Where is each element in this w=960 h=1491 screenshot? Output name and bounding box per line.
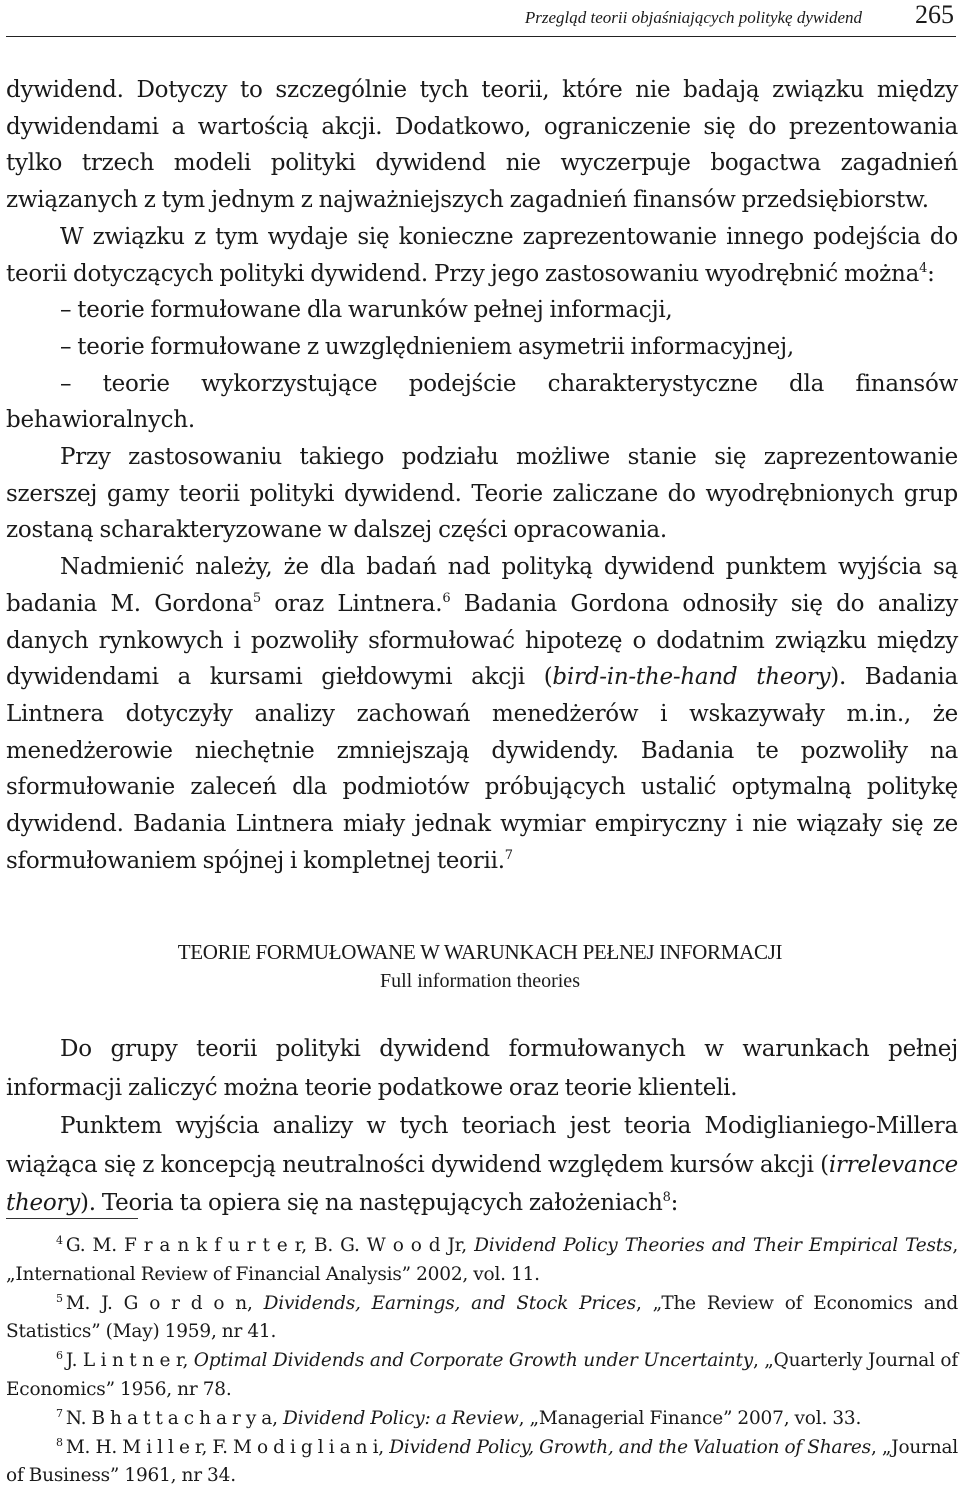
section-body xyxy=(6,1030,958,1223)
footnote-source: , „International Review of Financial Analysis” 2002, vol. 11. xyxy=(6,1235,959,1285)
footnote-number: 7 xyxy=(56,1406,63,1420)
footnote xyxy=(6,1434,958,1491)
footnote-author: M. J. G o r d o n, xyxy=(65,1292,253,1314)
footnote-author: J. L i n t n e r, xyxy=(65,1350,189,1372)
page-number: 265 xyxy=(915,0,954,29)
section-paragraph-2 xyxy=(6,1107,958,1223)
section-paragraph-2-text-b: ). Teoria ta opiera się na następujących założeniach xyxy=(80,1190,663,1217)
footnote-title: Dividend Policy, Growth, and the Valuation of Shares xyxy=(389,1436,871,1458)
paragraph-2-text: W związku z tym wydaje się konieczne zaprezentowanie innego podejścia do teorii dotyczących polityki dywidend. Przy jego zastosowaniu wyodrębnić można xyxy=(6,223,958,287)
footnote xyxy=(6,1232,958,1290)
footnotes xyxy=(6,1232,958,1491)
footnote-author: M. H. M i l l e r, F. M o d i g l i a n i, xyxy=(65,1436,384,1458)
paragraph-4-text-a: Nadmienić należy, że dla badań nad polityką dywidend punktem wyjścia są badania M. Gordona xyxy=(6,554,958,617)
footnote-separator xyxy=(6,1218,138,1219)
paragraph-2 xyxy=(6,219,958,292)
section-paragraph-2-colon: : xyxy=(670,1190,679,1217)
footnote-title: Dividend Policy: a Review xyxy=(283,1407,519,1429)
running-title: Przegląd teorii objaśniających politykę dywidend xyxy=(524,8,862,27)
footnote-ref-4: 4 xyxy=(919,260,928,276)
paragraph-3: Przy zastosowaniu takiego podziału możliwe stanie się zaprezentowanie szerszej gamy teorii polityki dywidend. Teorie zaliczane do wyodrębnionych grup zostaną scharakteryzowane w dalszej części opracowania. xyxy=(6,444,958,544)
footnote-source: , „The Review of Economics and Statistics” (May) 1959, nr 41. xyxy=(6,1292,958,1343)
section-paragraph-2-italic-term: irrelevance theory xyxy=(6,1151,958,1217)
footnote-number: 8 xyxy=(56,1435,63,1449)
footnote-title: Dividend Policy Theories and Their Empirical Tests xyxy=(474,1235,953,1256)
footnote-ref-6: 6 xyxy=(442,590,451,606)
section-heading xyxy=(0,938,960,996)
paragraph-2-colon: : xyxy=(927,260,935,287)
footnote-title: Optimal Dividends and Corporate Growth under Uncertainty xyxy=(193,1350,753,1372)
footnote xyxy=(6,1405,958,1434)
paragraph-1: dywidend. Dotyczy to szczególnie tych teorii, które nie badają związku między dywidendami a wartością akcji. Dodatkowo, ograniczenie się do prezentowania tylko trzech modeli polityki dywidend nie wyczerpuje bogactwa zagadnień związanych z tym jednym z najważniejszych zagadnień finansów przedsiębiorstw. xyxy=(6,77,958,214)
list-item: – teorie formułowane dla warunków pełnej informacji, xyxy=(60,297,673,324)
paragraph-4-text-c: Badania Gordona odnosiły się do analizy danych rynkowych i pozwoliły sformułować hipotezę o dodatnim związku między dywidendami a kursami giełdowymi akcji ( xyxy=(6,590,959,691)
body-text xyxy=(6,72,958,879)
footnote-number: 4 xyxy=(56,1234,63,1247)
footnote-source: , „Managerial Finance” 2007, vol. 33. xyxy=(518,1407,862,1429)
footnote-author: N. B h a t t a c h a r y a, xyxy=(65,1407,278,1429)
footnote xyxy=(6,1290,958,1348)
footnote xyxy=(6,1347,958,1405)
footnote-ref-8: 8 xyxy=(662,1190,671,1206)
footnote-ref-5: 5 xyxy=(252,590,261,606)
paragraph-4-text-d: ). Badania Lintnera dotyczyły analizy zachowań menedżerów i wskazywały m.in., że menedżerowie niechętnie zmniejszają dywidendy. Badania te pozwoliły na sformułowanie zaleceń dla podmiotów próbujących ustalić optymalną politykę dywidend. Badania Lintnera miały jednak wymiar empiryczny i nie wiązały się ze sformułowaniem spójnej i kompletnej teorii. xyxy=(6,664,958,874)
paragraph-4 xyxy=(6,549,958,879)
footnote-author: G. M. F r a n k f u r t e r, B. G. W o o d Jr, xyxy=(65,1235,467,1256)
footnote-source: , „Journal of Business” 1961, nr 34. xyxy=(6,1436,958,1487)
footnote-source: , „Quarterly Journal of Economics” 1956, nr 78. xyxy=(6,1350,958,1400)
footnote-ref-7: 7 xyxy=(504,847,513,863)
list-item: – teorie wykorzystujące podejście charakterystyczne dla finansów behawioralnych. xyxy=(6,370,958,434)
footnote-number: 5 xyxy=(56,1291,63,1305)
paragraph-4-text-b: oraz Lintnera. xyxy=(260,590,443,617)
list-item: – teorie formułowane z uwzględnieniem asymetrii informacyjnej, xyxy=(60,333,794,360)
section-subtitle: Full information theories xyxy=(380,970,580,992)
section-paragraph-2-text-a: Punktem wyjścia analizy w tych teoriach jest teoria Modiglianiego-Millera wiążąca się z koncepcją neutralności dywidend względem kursów akcji ( xyxy=(6,1113,958,1178)
section-paragraph-1: Do grupy teorii polityki dywidend formułowanych w warunkach pełnej informacji zaliczyć można teorie podatkowe oraz teorie klienteli. xyxy=(6,1036,958,1101)
footnote-title: Dividends, Earnings, and Stock Prices xyxy=(263,1292,636,1314)
paragraph-4-italic-term: bird-in-the-hand theory xyxy=(552,664,831,691)
running-header xyxy=(6,0,956,37)
section-title: TEORIE FORMUŁOWANE W WARUNKACH PEŁNEJ INFORMACJI xyxy=(177,940,783,964)
footnote-number: 6 xyxy=(56,1349,63,1363)
